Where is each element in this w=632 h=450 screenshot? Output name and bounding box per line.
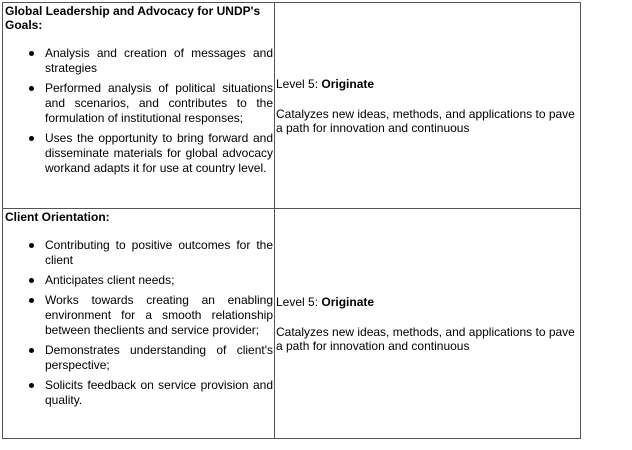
level-prefix: Level 5: — [276, 294, 322, 309]
bullet-icon — [29, 136, 34, 141]
list-item — [29, 46, 273, 76]
bullet-icon — [29, 348, 34, 353]
list-item-text: Performed analysis of political situations and scenarios, and contributes to the formulation of institutional responses; — [45, 81, 273, 125]
list-item-text: Contributing to positive outcomes for the client — [45, 238, 273, 267]
level-heading — [276, 295, 579, 309]
list-item-text: Analysis and creation of messages and strategies — [45, 46, 273, 75]
list-item — [29, 293, 273, 338]
list-item-text: Demonstrates understanding of client's perspective; — [45, 343, 273, 372]
list-item-text: Anticipates client needs; — [45, 273, 175, 287]
competency-list — [5, 238, 273, 408]
competency-title: Global Leadership and Advocacy for UNDP's Goals: — [5, 4, 261, 32]
list-item — [29, 273, 273, 288]
list-item — [29, 343, 273, 373]
competency-table — [2, 2, 581, 439]
bullet-icon — [29, 51, 34, 56]
list-item-text: Solicits feedback on service provision and quality. — [45, 378, 273, 407]
list-item — [29, 131, 273, 176]
list-item — [29, 238, 273, 268]
level-name: Originate — [321, 76, 375, 91]
level-description: Catalyzes new ideas, methods, and applications to pave a path for innovation and continuous — [276, 106, 575, 135]
bullet-icon — [29, 278, 34, 283]
competency-cell — [3, 209, 275, 439]
level-description: Catalyzes new ideas, methods, and applications to pave a path for innovation and continuous — [276, 324, 575, 353]
bullet-icon — [29, 86, 34, 91]
list-item — [29, 81, 273, 126]
level-heading — [276, 77, 579, 91]
competency-title: Client Orientation: — [5, 210, 110, 224]
competency-cell — [3, 3, 275, 209]
bullet-icon — [29, 243, 34, 248]
bullet-icon — [29, 383, 34, 388]
table-row — [3, 3, 581, 209]
list-item — [29, 378, 273, 408]
level-cell — [275, 3, 581, 209]
bullet-icon — [29, 298, 34, 303]
list-item-text: Works towards creating an enabling environment for a smooth relationship between theclients and service provider; — [45, 293, 273, 337]
table-row — [3, 209, 581, 439]
level-cell — [275, 209, 581, 439]
competency-list — [5, 46, 273, 176]
level-prefix: Level 5: — [276, 76, 322, 91]
level-name: Originate — [321, 294, 375, 309]
list-item-text: Uses the opportunity to bring forward and disseminate materials for global advocacy workand adapts it for use at country level. — [45, 131, 273, 175]
